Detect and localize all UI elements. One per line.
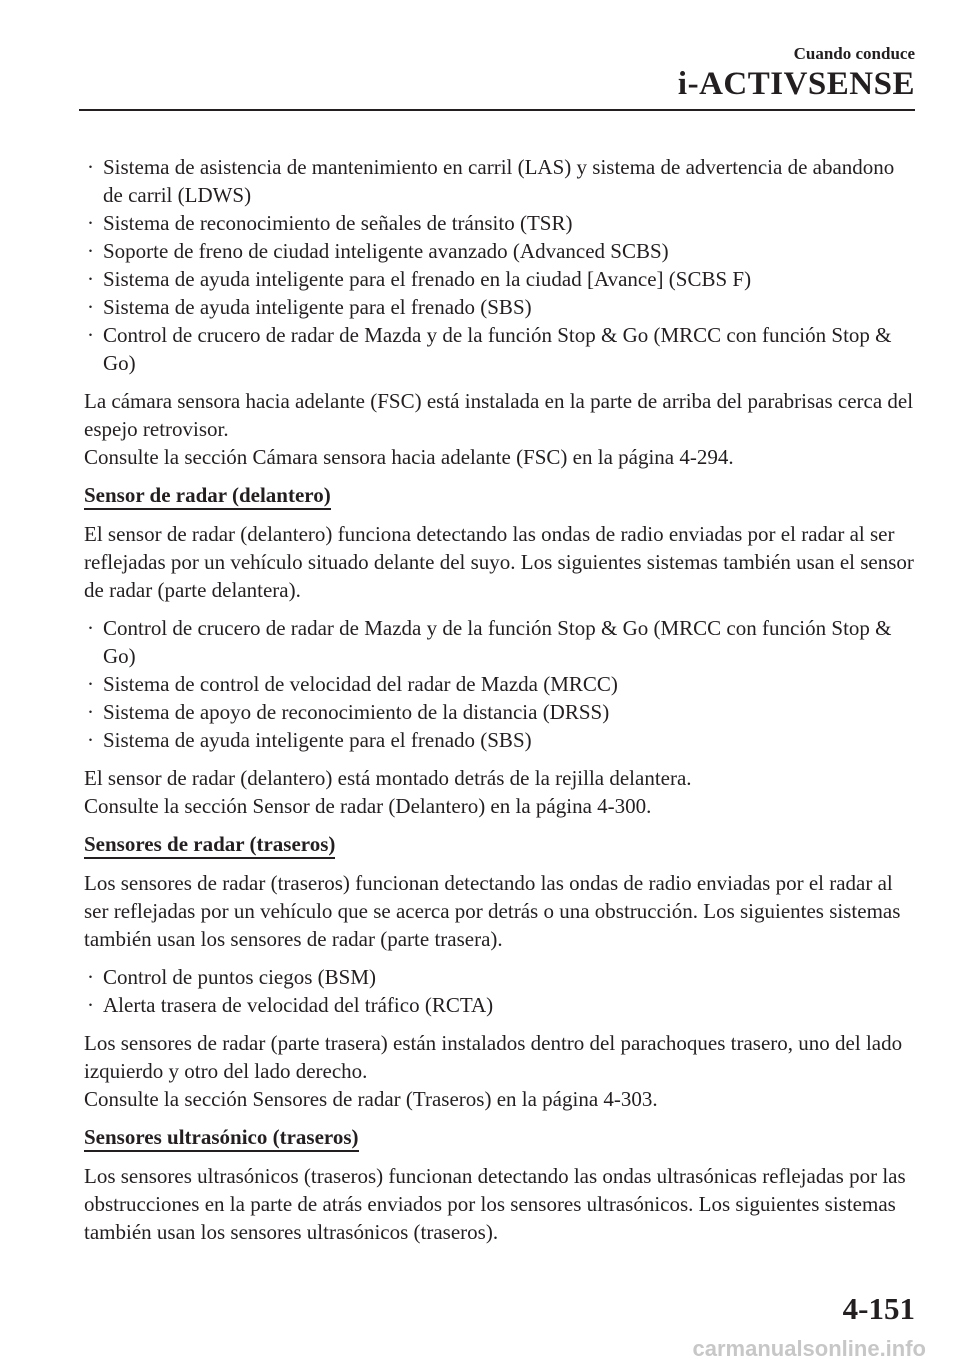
bullet-icon: ·	[87, 672, 94, 696]
list-item	[84, 321, 919, 377]
heading-rear-radar: Sensores de radar (traseros)	[84, 830, 919, 858]
list-item-text: Control de crucero de radar de Mazda y de la función Stop & Go (MRCC con función Stop & Go)	[103, 616, 892, 668]
list-item	[84, 209, 919, 237]
front-radar-reference: Consulte la sección Sensor de radar (Delantero) en la página 4-300.	[84, 794, 652, 818]
front-radar-location-paragraph: El sensor de radar (delantero) está montado detrás de la rejilla delantera. Consulte la sección Sensor de radar (Delantero) en la página 4-300.	[84, 766, 692, 818]
bullet-icon: ·	[87, 239, 94, 263]
bullet-icon: ·	[87, 993, 94, 1017]
bullet-icon: ·	[87, 295, 94, 319]
list-item-text: Sistema de asistencia de mantenimiento en carril (LAS) y sistema de advertencia de abandono de carril (LDWS)	[103, 155, 895, 207]
heading-ultrasonic: Sensores ultrasónico (traseros)	[84, 1123, 919, 1151]
bullet-icon: ·	[87, 155, 94, 179]
list-item-text: Sistema de reconocimiento de señales de tránsito (TSR)	[103, 211, 573, 235]
list-item-text: Sistema de control de velocidad del radar de Mazda (MRCC)	[103, 672, 618, 696]
rear-radar-paragraph: Los sensores de radar (traseros) funcionan detectando las ondas de radio enviadas por el radar al ser reflejadas por un vehículo que se acerca por detrás o una obstrucción. Los siguientes sistemas también usan los sensores de radar (parte trasera).	[84, 871, 901, 951]
list-item	[84, 614, 919, 670]
bullet-icon: ·	[87, 211, 94, 235]
bullet-icon: ·	[87, 728, 94, 752]
list-item	[84, 991, 919, 1019]
bullet-icon: ·	[87, 323, 94, 347]
list-item-text: Control de puntos ciegos (BSM)	[103, 965, 376, 989]
camera-reference: Consulte la sección Cámara sensora hacia adelante (FSC) en la página 4-294.	[84, 445, 734, 469]
list-item-text: Soporte de freno de ciudad inteligente avanzado (Advanced SCBS)	[103, 239, 669, 263]
list-item	[84, 963, 919, 991]
rear-radar-reference: Consulte la sección Sensores de radar (Traseros) en la página 4-303.	[84, 1087, 658, 1111]
list-item-text: Alerta trasera de velocidad del tráfico (RCTA)	[103, 993, 494, 1017]
list-item	[84, 265, 919, 293]
bullet-icon: ·	[87, 965, 94, 989]
camera-location-paragraph: La cámara sensora hacia adelante (FSC) está instalada en la parte de arriba del parabrisas cerca del espejo retrovisor. Consulte la sección Cámara sensora hacia adelante (FSC) en la página 4-294.	[84, 389, 914, 469]
bullet-icon: ·	[87, 700, 94, 724]
heading-front-radar: Sensor de radar (delantero)	[84, 481, 919, 509]
list-item	[84, 293, 919, 321]
list-item-text: Sistema de apoyo de reconocimiento de la distancia (DRSS)	[103, 700, 610, 724]
list-item-text: Sistema de ayuda inteligente para el frenado en la ciudad [Avance] (SCBS F)	[103, 267, 752, 291]
bullet-icon: ·	[87, 616, 94, 640]
ultrasonic-paragraph: Los sensores ultrasónicos (traseros) funcionan detectando las ondas ultrasónicas reflejadas por las obstrucciones en la parte de atrás enviados por los sensores ultrasónicos. Los siguientes sistemas también usan los sensores ultrasónicos (traseros).	[84, 1164, 906, 1244]
list-item	[84, 237, 919, 265]
bullet-icon: ·	[87, 267, 94, 291]
list-item	[84, 726, 919, 754]
list-item-text: Sistema de ayuda inteligente para el frenado (SBS)	[103, 295, 532, 319]
chapter-title: Cuando conduce	[793, 44, 915, 63]
list-item-text: Control de crucero de radar de Mazda y de la función Stop & Go (MRCC con función Stop & Go)	[103, 323, 892, 375]
front-radar-paragraph: El sensor de radar (delantero) funciona detectando las ondas de radio enviadas por el radar al ser reflejadas por un vehículo situado delante del suyo. Los siguientes sistemas también usan el sensor de radar (parte delantera).	[84, 522, 914, 602]
list-item	[84, 670, 919, 698]
list-item	[84, 698, 919, 726]
page-header	[678, 44, 915, 102]
header-rule	[79, 109, 915, 111]
section-title: i-ACTIVSENSE	[677, 66, 915, 102]
rear-radar-systems-list	[84, 963, 919, 1019]
list-item-text: Sistema de ayuda inteligente para el frenado (SBS)	[103, 728, 532, 752]
page-number: 4-151	[842, 1291, 915, 1326]
list-item	[84, 153, 919, 209]
camera-systems-list	[84, 153, 919, 377]
watermark: carmanualsonline.info	[692, 1336, 926, 1361]
page-content	[84, 153, 919, 1256]
rear-radar-location-paragraph: Los sensores de radar (parte trasera) están instalados dentro del parachoques trasero, uno del lado izquierdo y otro del lado derecho. Consulte la sección Sensores de radar (Traseros) en la página 4-303.	[84, 1031, 903, 1111]
front-radar-systems-list	[84, 614, 919, 754]
